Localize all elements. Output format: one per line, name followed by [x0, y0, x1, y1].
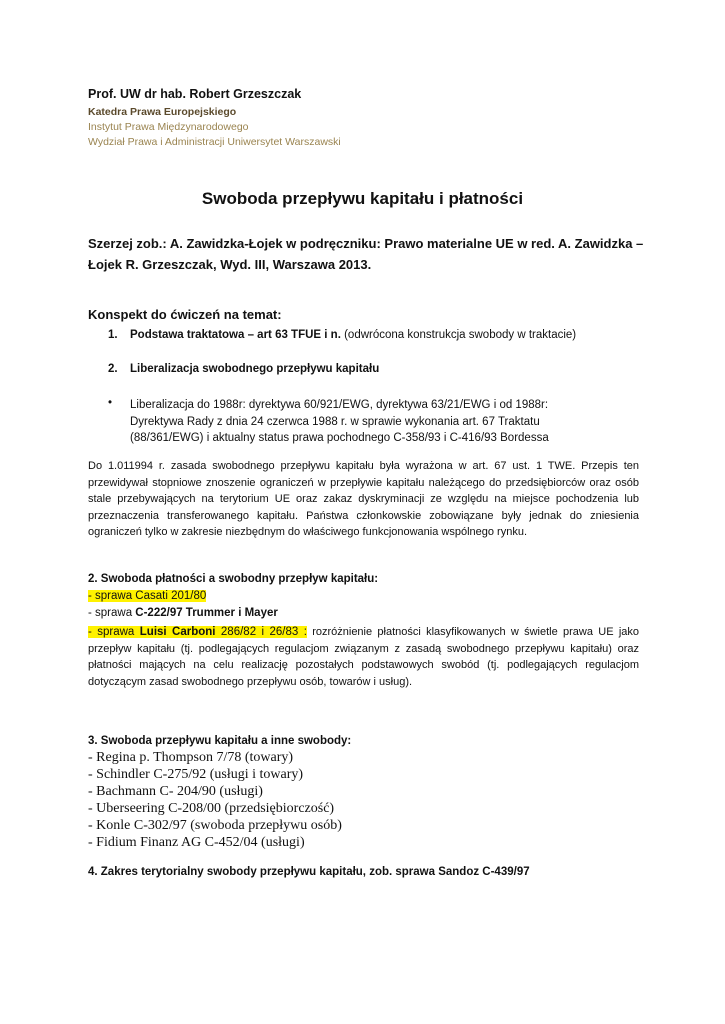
case-carboni: [88, 624, 639, 690]
outline-item-1: [108, 329, 576, 341]
case-carboni-bold: Luisi Carboni: [139, 626, 216, 638]
case-carboni-text: rozróżnienie płatności klasyfikowanych w świetle prawa UE jako przepływ kapitału (tj. podlegających regulacjom związanym z zasadą swobodnego przepływu kapitału) oraz płatności mających na celu realizację pozostałych podstawowych swobód (tj. podlegających regulacjom dotyczącym zasad swobodnego przepływu osób, towarów i usług).: [88, 626, 640, 688]
outline-item-2: [108, 363, 379, 375]
department-name: Katedra Prawa Europejskiego: [88, 106, 237, 118]
outline-heading: Konspekt do ćwiczeń na temat:: [88, 307, 282, 322]
bullet-icon: •: [108, 397, 113, 409]
case-carboni-prefix: - sprawa: [88, 626, 140, 638]
document-title: Swoboda przepływu kapitału i płatności: [201, 189, 524, 208]
case-item: - Fidium Finanz AG C-452/04 (usługi): [88, 835, 305, 850]
case-item: - Konle C-302/97 (swoboda przepływu osób): [88, 818, 342, 833]
case-trummer: [88, 607, 278, 619]
case-trummer-bold: C-222/97 Trummer i Mayer: [135, 607, 278, 619]
case-item: - Schindler C-275/92 (usługi i towary): [88, 767, 304, 782]
highlight-carboni: [88, 626, 307, 638]
case-item: - Bachmann C- 204/90 (usługi): [88, 784, 263, 799]
case-carboni-num: 286/82 i 26/83 :: [215, 626, 307, 638]
faculty-name: Wydział Prawa i Administracji Uniwersytet Warszawski: [88, 136, 341, 148]
outline-item-1-rest: (odwrócona konstrukcja swobody w traktacie): [340, 329, 577, 341]
history-paragraph: Do 1.011994 r. zasada swobodnego przepływu kapitału była wyrażona w art. 67 ust. 1 TWE. Przepis ten przewidywał stopniowe znoszenie ograniczeń w przepływie kapitału należącego do przedsiębiorców oraz osób stale przebywających na terytorium UE oraz zakaz dyskryminacji ze względu na miejsce pochodzenia lub przeznaczenia transferowanego kapitału. Państwa członkowskie zobowiązane były jednak do zniesienia ograniczeń tylko w zakresie niezbędnym do właściwego funkcjonowania wspólnego rynku.: [88, 460, 639, 538]
case-trummer-prefix: - sprawa: [88, 607, 136, 619]
bullet-line: Dyrektywa Rady z dnia 24 czerwca 1988 r. w sprawie wykonania art. 67 Traktatu: [130, 415, 540, 428]
outline-item-2-number: 2.: [108, 363, 118, 375]
case-item: - Regina p. Thompson 7/78 (towary): [88, 750, 294, 765]
section-3-heading: 3. Swoboda przepływu kapitału a inne swobody:: [88, 735, 352, 747]
case-item: - Uberseering C-208/00 (przedsiębiorczość): [88, 801, 335, 816]
highlight-casati: - sprawa Casati 201/80: [88, 590, 207, 602]
case-casati: [88, 590, 206, 602]
bullet-text: [130, 397, 549, 447]
outline-item-2-bold: Liberalizacja swobodnego przepływu kapitału: [130, 363, 380, 375]
bullet-line: (88/361/EWG) i aktualny status prawa pochodnego C-358/93 i C-416/93 Bordessa: [130, 432, 549, 444]
section-4-heading: 4. Zakres terytorialny swobody przepływu kapitału, zob. sprawa Sandoz C-439/97: [88, 866, 530, 878]
author-name: Prof. UW dr hab. Robert Grzeszczak: [88, 87, 302, 101]
section-2-heading: 2. Swoboda płatności a swobodny przepływ kapitału:: [88, 573, 379, 585]
reference-note: Szerzej zob.: A. Zawidzka-Łojek w podręczniku: Prawo materialne UE w red. A. Zawidzka – Łojek R. Grzeszczak, Wyd. III, Warszawa 2013.: [88, 236, 644, 272]
outline-item-1-number: 1.: [108, 329, 118, 341]
institute-name: Instytut Prawa Międzynarodowego: [88, 121, 249, 133]
outline-item-1-bold: Podstawa traktatowa – art 63 TFUE i n.: [130, 329, 341, 341]
bullet-line: Liberalizacja do 1988r: dyrektywa 60/921/EWG, dyrektywa 63/21/EWG i od 1988r:: [130, 399, 549, 411]
